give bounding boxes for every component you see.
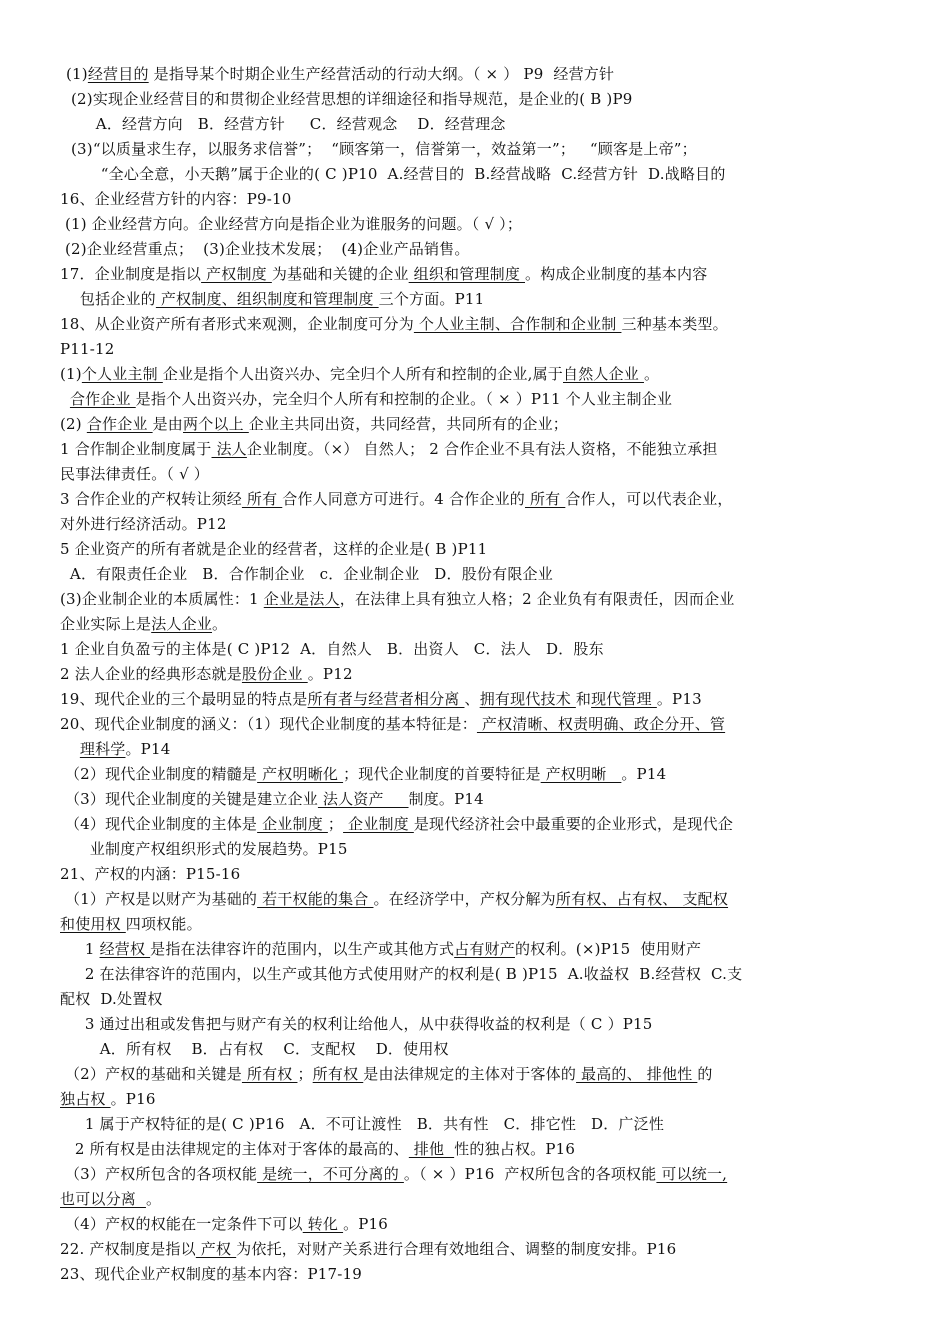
text-line (60, 213, 930, 235)
text-line (60, 238, 930, 260)
text-line (66, 163, 930, 185)
text-segment: 制度。P14 (408, 790, 484, 808)
underlined-answer: 产权明晰 (540, 765, 622, 783)
text-line (60, 1188, 930, 1210)
text-segment: （3）现代企业制度的关键是建立企业 (60, 790, 318, 808)
text-line (60, 1088, 930, 1110)
text-line (60, 713, 930, 735)
underlined-answer: 合作企业 (86, 415, 153, 433)
text-segment: 是指导某个时期企业生产经营活动的行动大纲。（ × ） P9 经营方针 (148, 65, 615, 83)
underlined-answer: 最高的、 排他性 (576, 1065, 698, 1083)
underlined-answer: 经营目的 (87, 65, 149, 83)
text-segment: 的 (697, 1065, 713, 1083)
text-line (60, 288, 930, 310)
underlined-answer: 产权制度、组织制度和管理制度 (155, 290, 379, 308)
text-segment: 2 法人企业的经典形态就是 (60, 665, 242, 683)
text-segment: 配权 D.处置权 (60, 990, 163, 1008)
underlined-answer: 若干权能的集合 (257, 890, 374, 908)
text-segment: 17．企业制度是指以 (60, 265, 202, 283)
text-segment: 20、现代企业制度的涵义：（1）现代企业制度的基本特征是： (60, 715, 477, 733)
text-segment: (3)“以质量求生存，以服务求信誉”； “顾客第一，信誉第一，效益第一”； “顾客是上帝”； (66, 140, 697, 158)
text-line (60, 1138, 930, 1160)
text-segment: (1) 企业经营方向。企业经营方向是指企业为谁服务的问题。（ √ ）； (60, 215, 523, 233)
text-segment: 。P16 (343, 1215, 389, 1233)
text-segment: 2 在法律容许的范围内，以生产或其他方式使用财产的权利是( B )P15 A.收益权 B.经营权 C.支 (60, 965, 743, 983)
text-segment: P11-12 (60, 340, 115, 358)
text-segment: 企业实际上是 (60, 615, 152, 633)
text-line (60, 763, 930, 785)
text-segment: 是现代经济社会中最重要的企业形式，是现代企 (413, 815, 734, 833)
underlined-answer: 拥有现代技术 (479, 690, 576, 708)
text-segment: (3)企业制企业的本质属性：1 (60, 590, 264, 608)
text-segment: 3 通过出租或发售把与财产有关的权利让给他人，从中获得收益的权利是（ C ）P15 (60, 1015, 653, 1033)
text-segment: A．有限责任企业 B．合作制企业 c．企业制企业 D．股份有限企业 (60, 565, 553, 583)
underlined-answer: 产权清晰、权责明确、政企分开、管 (476, 715, 726, 733)
text-segment: 。 (643, 365, 660, 383)
text-segment: 。 (212, 615, 228, 633)
text-segment: 四项权能。 (125, 915, 202, 933)
text-line (60, 863, 930, 885)
text-line (60, 788, 930, 810)
text-segment: 1 合作制企业制度属于 (60, 440, 212, 458)
text-segment: (1) (60, 365, 82, 383)
text-segment: 21、产权的内涵：P15-16 (60, 865, 241, 883)
text-segment: （1）产权是以财产为基础的 (60, 890, 258, 908)
underlined-answer: 法人企业 (151, 615, 213, 633)
text-line (60, 438, 930, 460)
text-segment: A．经营方向 B．经营方针 C．经营观念 D．经营理念 (66, 115, 506, 133)
underlined-answer: 个人业主制、合作制和企业制 (413, 315, 622, 333)
text-line (60, 588, 930, 610)
underlined-answer: 产权 (195, 1240, 237, 1258)
underlined-answer: 所有权 (312, 1065, 364, 1083)
text-segment: 企业制度。（×） 自然人； 2 合作企业不具有法人资格，不能独立承担 (246, 440, 718, 458)
text-line (66, 113, 930, 135)
text-segment: 为依托，对财产关系进行合理有效地组合、调整的制度安排。P16 (236, 1240, 677, 1258)
text-line (60, 613, 930, 635)
text-line (60, 538, 930, 560)
text-line (60, 1263, 930, 1285)
text-segment: 。P12 (307, 665, 353, 683)
underlined-answer: 是统一，不可分离的 (257, 1165, 404, 1183)
text-line (60, 1163, 930, 1185)
text-segment: 合作人，可以代表企业， (565, 490, 733, 508)
text-segment: （2）产权的基础和关键是 (60, 1065, 242, 1083)
text-segment: 合作人同意方可进行。4 合作企业的 (282, 490, 525, 508)
text-segment: 为基础和关键的企业 (271, 265, 409, 283)
text-line (60, 813, 930, 835)
text-segment: 是指在法律容许的范围内，以生产或其他方式 (150, 940, 455, 958)
text-segment: 。（ × ）P16 产权所包含的各项权能 (403, 1165, 657, 1183)
underlined-answer: 个人业主制 (81, 365, 163, 383)
underlined-answer: 产权制度 (201, 265, 272, 283)
underlined-answer: 产权明晰化 (257, 765, 344, 783)
text-line (66, 88, 930, 110)
text-segment: 1 属于产权特征的是( C )P16 A．不可让渡性 B．共有性 C．排它性 D．广泛性 (60, 1115, 665, 1133)
text-segment: (2)企业经营重点； (3)企业技术发展； (4)企业产品销售。 (60, 240, 470, 258)
underlined-answer: 法人 (211, 440, 247, 458)
text-segment: 18、从企业资产所有者形式来观测，企业制度可分为 (60, 315, 414, 333)
text-line (60, 1063, 930, 1085)
text-segment: （4）现代企业制度的主体是 (60, 815, 258, 833)
underlined-answer: 和使用权 (60, 915, 126, 933)
underlined-answer: 企业制度 (343, 815, 414, 833)
text-line (60, 888, 930, 910)
text-segment: 16、企业经营方针的内容：P9-10 (60, 190, 292, 208)
text-segment: 对外进行经济活动。P12 (60, 515, 227, 533)
text-segment: 是由 (152, 415, 184, 433)
text-line (60, 363, 930, 385)
underlined-answer: 占有财产 (454, 940, 515, 958)
text-segment: 22. 产权制度是指以 (60, 1240, 196, 1258)
underlined-answer: 组织和管理制度 (408, 265, 525, 283)
text-segment: 。构成企业制度的基本内容 (525, 265, 708, 283)
text-segment: 2 所有权是由法律规定的主体对于客体的最高的、 (60, 1140, 409, 1158)
text-line (60, 188, 930, 210)
text-line (60, 688, 930, 710)
text-line (66, 138, 930, 160)
text-segment: ，在法律上具有独立人格；2 企业负有有限责任，因而企业 (339, 590, 735, 608)
text-line (60, 1113, 930, 1135)
underlined-answer: 独占权 (60, 1090, 111, 1108)
text-segment: A．所有权 B．占有权 C．支配权 D．使用权 (60, 1040, 449, 1058)
text-line (60, 988, 930, 1010)
underlined-answer: 企业制度 (257, 815, 328, 833)
text-line (60, 838, 930, 860)
underlined-answer: 所有 (241, 490, 283, 508)
text-line (60, 563, 930, 585)
text-segment: ； (297, 1065, 313, 1083)
text-line (60, 388, 930, 410)
text-line (60, 738, 930, 760)
text-segment: 19、现代企业的三个最明显的特点是 (60, 690, 308, 708)
underlined-answer: 企业是法人 (263, 590, 340, 608)
text-line (60, 1213, 930, 1235)
text-segment: 三个方面。P11 (378, 290, 485, 308)
underlined-answer: 现代管理 (591, 690, 657, 708)
text-segment: 1 企业自负盈亏的主体是( C )P12 A．自然人 B．出资人 C．法人 D．股东 (60, 640, 604, 658)
text-segment: （2）现代企业制度的精髓是 (60, 765, 258, 783)
text-segment: 企业主共同出资，共同经营，共同所有的企业； (248, 415, 568, 433)
underlined-answer: 也可以分离 (60, 1190, 146, 1208)
text-line (60, 1238, 930, 1260)
text-line (60, 938, 930, 960)
underlined-answer: 合作企业 (69, 390, 136, 408)
text-line (60, 638, 930, 660)
text-segment: 。P14 (621, 765, 667, 783)
text-line (60, 463, 930, 485)
text-line (60, 1038, 930, 1060)
underlined-answer: 转化 (302, 1215, 344, 1233)
text-segment: 企业是指个人出资兴办、完全归个人所有和控制的企业,属于 (162, 365, 563, 383)
underlined-answer: 股份企业 (241, 665, 308, 683)
text-segment: 的权利。(×)P15 使用财产 (514, 940, 702, 958)
underlined-answer: 经营权 (99, 940, 151, 958)
text-line (66, 63, 930, 85)
underlined-answer: 自然人企业 (563, 365, 644, 383)
text-segment: (2)实现企业经营目的和贯彻企业经营思想的详细途径和指导规范，是企业的( B )P9 (66, 90, 633, 108)
text-segment: ； (327, 815, 344, 833)
text-segment: (1) (66, 65, 88, 83)
text-line (60, 338, 930, 360)
underlined-answer: 理科学 (79, 740, 126, 758)
text-segment: 23、现代企业产权制度的基本内容：P17-19 (60, 1265, 363, 1283)
text-segment (60, 740, 80, 758)
text-segment: 5 企业资产的所有者就是企业的经营者，这样的企业是( B )P11 (60, 540, 488, 558)
text-segment: (2) (60, 415, 87, 433)
underlined-answer: 所有权、占有权、 支配权 (555, 890, 729, 908)
text-line (60, 488, 930, 510)
text-segment: 。P14 (125, 740, 171, 758)
text-segment: “全心全意，小天鹅”属于企业的( C )P10 A.经营目的 B.经营战略 C.经营方针 D.战略目的 (66, 165, 726, 183)
text-line (60, 913, 930, 935)
text-line (60, 963, 930, 985)
text-segment: 、 (464, 690, 480, 708)
text-segment: 。P16 (110, 1090, 156, 1108)
text-line (60, 663, 930, 685)
text-segment: 三种基本类型。 (621, 315, 728, 333)
text-segment: 1 (60, 940, 100, 958)
text-segment (60, 390, 70, 408)
text-line (60, 1013, 930, 1035)
underlined-answer: 可以统一, (656, 1165, 728, 1183)
text-line (60, 263, 930, 285)
text-segment: 是指个人出资兴办，完全归个人所有和控制的企业。（ × ）P11 个人业主制企业 (135, 390, 673, 408)
text-segment: （3）产权所包含的各项权能 (60, 1165, 258, 1183)
text-line (60, 313, 930, 335)
text-segment: 3 合作企业的产权转让须经 (60, 490, 242, 508)
text-segment: 。在经济学中，产权分解为 (373, 890, 556, 908)
underlined-answer: 法人资产 (317, 790, 409, 808)
underlined-answer: 所有者与经营者相分离 (307, 690, 465, 708)
underlined-answer: 两个以上 (183, 415, 249, 433)
underlined-answer: 所有 (524, 490, 566, 508)
text-segment: 。 (145, 1190, 162, 1208)
text-segment: 和 (575, 690, 592, 708)
text-segment: 民事法律责任。（ √ ） (60, 465, 209, 483)
underlined-answer: 排他 (408, 1140, 455, 1158)
text-segment: 包括企业的 (60, 290, 156, 308)
text-segment: ；现代企业制度的首要特征是 (343, 765, 541, 783)
text-segment: 业制度产权组织形式的发展趋势。P15 (60, 840, 348, 858)
text-line (60, 413, 930, 435)
text-segment: 。P13 (656, 690, 702, 708)
underlined-answer: 所有权 (241, 1065, 298, 1083)
text-line (60, 513, 930, 535)
text-segment: （4）产权的权能在一定条件下可以 (60, 1215, 303, 1233)
text-segment: 性的独占权。P16 (454, 1140, 576, 1158)
text-segment: 是由法律规定的主体对于客体的 (363, 1065, 577, 1083)
